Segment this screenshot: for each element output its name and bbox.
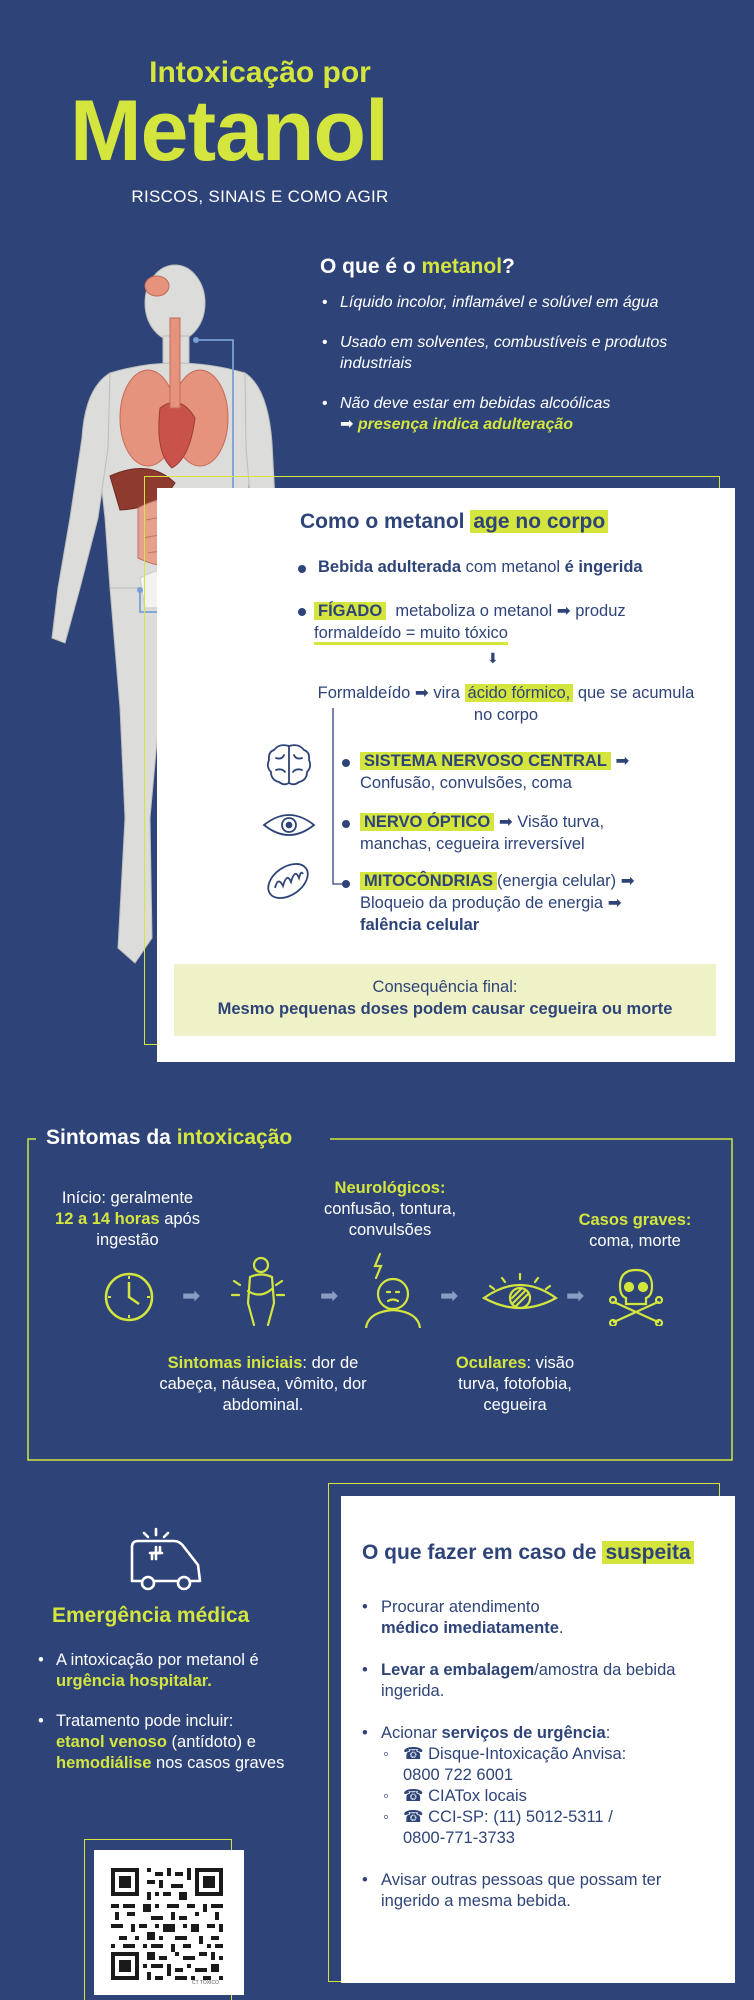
symptom-onset: Início: geralmente 12 a 14 horas após ingestão: [55, 1189, 200, 1249]
emergency-heading: Emergência médica: [52, 1604, 250, 1627]
arrow-right-icon: ➡: [340, 416, 354, 433]
title-main: Metanol: [70, 83, 388, 179]
symptom-initial: Sintomas iniciais: dor de cabeça, náusea, vômito, dor abdominal.: [159, 1354, 367, 1414]
arrow-down-icon: ⬇: [487, 650, 499, 666]
list-item: • Levar a embalagem/amostra da bebida ingerida.: [362, 1660, 712, 1702]
what-is-heading: O que é o metanol?: [320, 255, 515, 278]
list-item: • Procurar atendimento médico imediatamente.: [362, 1597, 712, 1639]
how-it-acts-heading: Como o metanol age no corpo: [300, 510, 608, 534]
effect-cns: SISTEMA NERVOSO CENTRAL ➡ Confusão, convulsões, coma: [360, 752, 630, 792]
contact-list: [381, 1744, 641, 1849]
qr-code-card[interactable]: [94, 1850, 244, 1995]
arrow-right-icon: ➡: [620, 872, 635, 890]
list-item: • Usado em solventes, combustíveis e produtos industriais: [322, 332, 702, 374]
list-item: • Não deve estar em bebidas alcoólicas ➡ presença indica adulteração: [322, 393, 702, 435]
consequence-label: Consequência final:: [372, 978, 518, 996]
what-to-do-list: [362, 1597, 712, 1933]
qr-code[interactable]: [111, 1868, 223, 1980]
consequence-text: Mesmo pequenas doses podem causar cegueira ou morte: [217, 1000, 673, 1018]
list-item: • Avisar outras pessoas que possam ter ingerido a mesma bebida.: [362, 1870, 712, 1912]
contact-item: ◦ ☎ CCI-SP: (11) 5012-5311 / 0800-771-3733: [381, 1807, 641, 1849]
subtitle: RISCOS, SINAIS E COMO AGIR: [131, 187, 389, 206]
abdominal-pain-icon: [228, 1255, 290, 1327]
contact-item: ◦ ☎ CIATox locais: [381, 1786, 641, 1807]
effect-optic-nerve: NERVO ÓPTICO ➡ Visão turva, manchas, cegueira irreversível: [360, 813, 605, 853]
step-ingested: Bebida adulterada com metanol é ingerida: [318, 558, 643, 576]
symptom-neuro: Neurológicos: confusão, tontura, convulsões: [323, 1179, 457, 1239]
blurred-eye-icon: [480, 1272, 560, 1318]
arrow-right-icon: ➡: [182, 1283, 201, 1308]
clock-icon: [102, 1270, 156, 1324]
arrow-right-icon: ➡: [440, 1283, 459, 1308]
list-item: • Tratamento pode incluir: etanol venoso (antídoto) e hemodiálise nos casos graves: [38, 1711, 318, 1774]
arrow-right-icon: ➡: [566, 1283, 585, 1308]
qr-caption: CT TOXICO: [192, 1980, 219, 1986]
symptom-severe: Casos graves: coma, morte: [578, 1211, 692, 1250]
step-formic-acid: Formaldeído ➡ vira ácido fórmico, que se acumula no corpo: [317, 684, 695, 724]
arrow-right-icon: ➡: [556, 602, 571, 620]
arrow-right-icon: ➡: [414, 684, 429, 702]
step-liver: FÍGADO metaboliza o metanol ➡ produz formaldeído = muito tóxico: [314, 600, 694, 644]
list-item: • Líquido incolor, inflamável e solúvel em água: [322, 292, 702, 313]
symptom-ocular: Oculares: visão turva, fotofobia, cegueira: [455, 1354, 575, 1414]
list-item: • A intoxicação por metanol é urgência hospitalar.: [38, 1650, 318, 1692]
arrow-right-icon: ➡: [607, 894, 622, 912]
symptoms-heading: Sintomas da intoxicação: [46, 1126, 293, 1149]
skull-crossbones-icon: [608, 1264, 664, 1326]
ambulance-icon: [128, 1525, 204, 1595]
contact-item: ◦ ☎ Disque-Intoxicação Anvisa: 0800 722 6001: [381, 1744, 641, 1786]
arrow-right-icon: ➡: [498, 813, 513, 831]
effect-mitochondria: MITOCÔNDRIAS (energia celular) ➡ Bloqueio da produção de energia ➡ falência celular: [360, 872, 635, 934]
arrow-right-icon: ➡: [320, 1283, 339, 1308]
list-item: • Acionar serviços de urgência: ◦ ☎ Disque-Intoxicação Anvisa: 0800 722 6001 ◦ ☎ CIATox locais ◦ ☎ CCI-SP: (11) 5012-5311 / 0800-771-3733: [362, 1723, 712, 1849]
arrow-right-icon: ➡: [615, 752, 630, 770]
emergency-list: [38, 1650, 318, 1793]
title-line1: Intoxicação por: [149, 56, 371, 89]
headache-icon: [358, 1250, 428, 1328]
what-to-do-heading: O que fazer em caso de suspeita: [362, 1541, 694, 1565]
